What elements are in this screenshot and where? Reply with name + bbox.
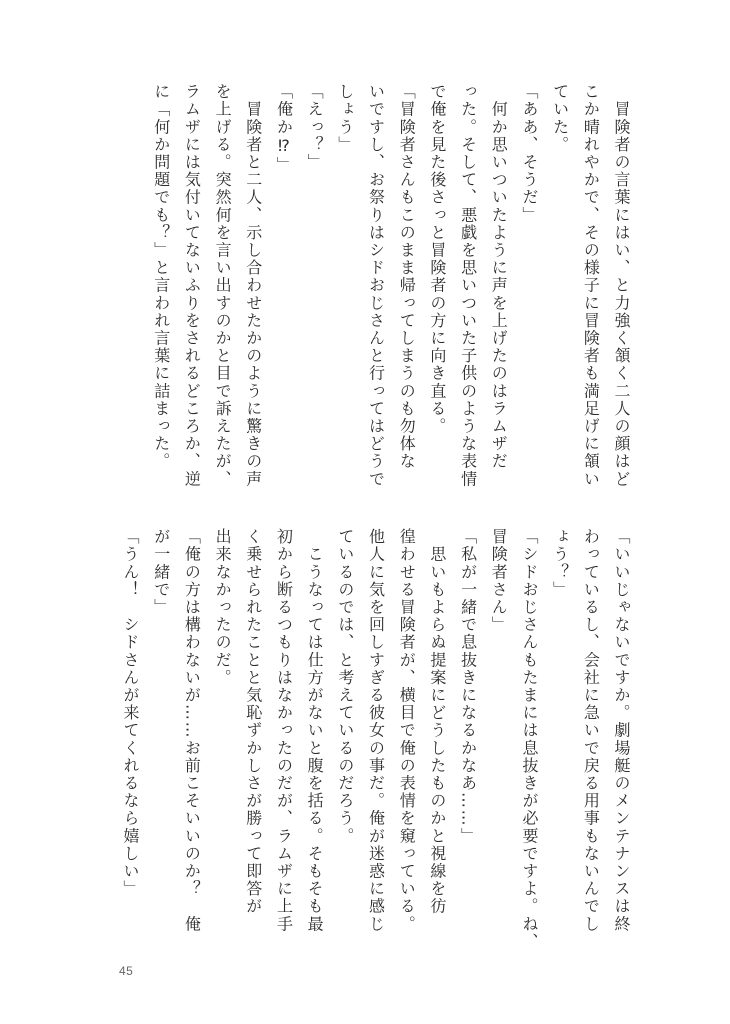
text-line: こうなっては仕方がないと腹を括る。そもそも最 [305,528,325,933]
text-line: を上げる。突然何を言い出すのかと目で訴えたが、 [213,83,233,488]
text-line: 冒険者さん」 [489,528,509,634]
page-number: 45 [119,964,134,978]
text-line: 「私が一緒で息抜きになるかなあ……」 [458,528,478,845]
text-line: 「うん！ シドさんが来てくれるなら嬉しい」 [121,528,140,898]
text-line: が一緒で」 [151,528,171,616]
text-line: ていた。 [550,83,570,154]
text-block-top [145,83,636,489]
text-line: 他人に気を回しすぎる彼女の事だ。俺が迷惑に感じ [366,528,386,933]
text-line: ラムザには気付いてないふりをされるどころか、逆 [182,83,202,488]
text-line: 冒険者の言葉にはい、と力強く頷く二人の顔はど [612,83,631,488]
text-line: 「えっ？」 [305,83,325,171]
text-line: く乗せられたことと気恥ずかしさが勝って即答が [243,528,263,916]
text-line: 「俺の方は構わないが……お前こそいいのか？ 俺 [182,528,202,933]
text-line: で俺を見た後さっと冒険者の方に向き直る。 [427,83,447,435]
text-block-bottom [114,528,636,951]
text-line: ょう？」 [550,528,570,599]
text-line: 何か思いついたように声を上げたのはラムザだ [489,83,509,471]
text-line: 初から断るつもりはなかったのだが、ラムザに上手 [274,528,294,933]
text-line: いですし、お祭りはシドおじさんと行ってはどうで [366,83,386,488]
text-line: 「ああ、そうだ」 [519,83,539,224]
text-line: こか晴れやかで、その様子に冒険者も満足げに頷い [581,83,601,488]
text-line: 「冒険者さんもこのまま帰ってしまうのも勿体な [397,83,417,471]
text-line: 冒険者と二人、示し合わせたかのように驚きの声 [243,83,263,488]
text-line: 出来なかったのだ。 [213,528,233,687]
text-line: 思いもよらぬ提案にどうしたものかと視線を彷 [427,528,447,916]
text-line: 徨わせる冒険者が、横目で俺の表情を窺っている。 [397,528,417,933]
text-line: しょう」 [335,83,355,154]
text-line: に「何か問題でも？」と言われ言葉に詰まった。 [151,83,171,471]
text-line: わっているし、会社に急いで戻る用事もないんでし [581,528,601,933]
text-line: ているのでは、と考えているのだろう。 [335,528,355,845]
text-line: 「シドおじさんもたまには息抜きが必要ですよ。ね、 [519,528,539,951]
text-line: った。そして、悪戯を思いついた子供のような表情 [458,83,478,488]
text-line: 「いいじゃないですか。劇場艇のメンテナンスは終 [612,528,631,933]
text-line: 「俺か⁉」 [274,83,294,174]
